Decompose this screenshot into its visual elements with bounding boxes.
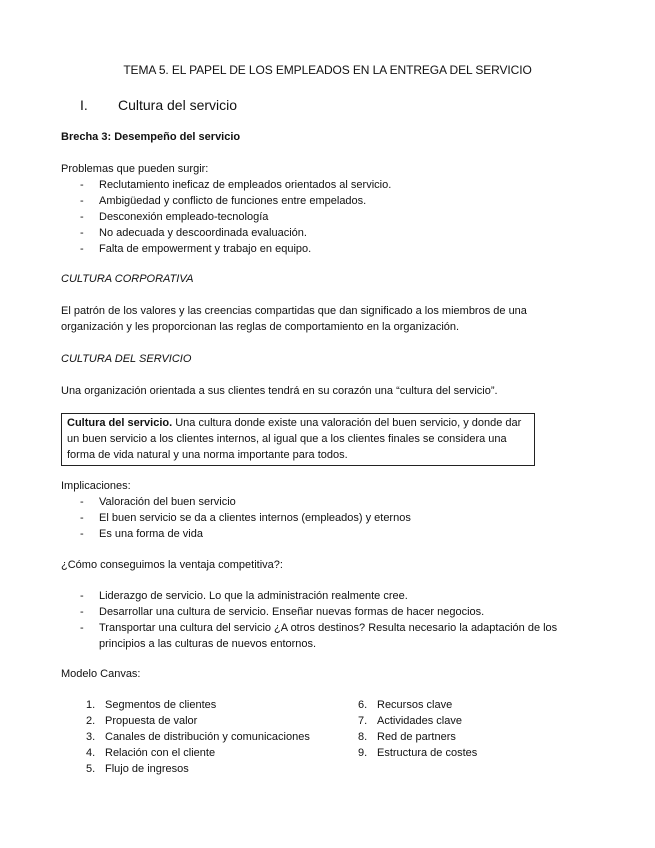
canvas-list-left	[86, 697, 356, 777]
list-item: - El buen servicio se da a clientes internos (empleados) y eternos	[80, 512, 411, 524]
definition-box	[61, 413, 535, 466]
problems-list	[80, 177, 600, 257]
section-number: I.	[80, 97, 88, 113]
definition-term: Cultura del servicio.	[67, 417, 173, 429]
list-item: - Ambigüedad y conflicto de funciones entre empelados.	[80, 195, 367, 207]
list-item: 5. Flujo de ingresos	[86, 763, 189, 775]
list-item: 6. Recursos clave	[358, 699, 453, 711]
list-item: - Desarrollar una cultura de servicio. Enseñar nuevas formas de hacer negocios.	[80, 606, 485, 618]
list-item: 7. Actividades clave	[358, 715, 462, 727]
brecha-heading: Brecha 3: Desempeño del servicio	[61, 131, 241, 143]
list-item: - Transportar una cultura del servicio ¿A otros destinos? Resulta necesario la adaptación de los principios a las culturas de nuevos entornos.	[80, 622, 558, 650]
list-item: 3. Canales de distribución y comunicaciones	[86, 731, 310, 743]
list-item: - No adecuada y descoordinada evaluación.	[80, 227, 307, 239]
section-heading	[80, 96, 237, 114]
implicaciones-intro: Implicaciones:	[61, 480, 131, 492]
servicio-text: Una organización orientada a sus clientes tendrá en su corazón una “cultura del servicio”.	[61, 385, 498, 397]
list-item: - Liderazgo de servicio. Lo que la administración realmente cree.	[80, 590, 408, 602]
ventaja-list	[80, 588, 595, 652]
list-item: - Falta de empowerment y trabajo en equipo.	[80, 243, 312, 255]
list-item: - Reclutamiento ineficaz de empleados orientados al servicio.	[80, 179, 392, 191]
canvas-intro: Modelo Canvas:	[61, 668, 141, 680]
list-item: - Valoración del buen servicio	[80, 496, 236, 508]
implicaciones-list	[80, 494, 600, 542]
corporativa-heading: CULTURA CORPORATIVA	[61, 273, 194, 285]
corporativa-text: El patrón de los valores y las creencias compartidas que dan significado a los miembros de una organización y les proporcionan las reglas de comportamiento en la organización.	[61, 305, 527, 333]
document-title: TEMA 5. EL PAPEL DE LOS EMPLEADOS EN LA ENTREGA DEL SERVICIO	[123, 63, 532, 77]
list-item: - Desconexión empleado-tecnología	[80, 211, 269, 223]
list-item: 8. Red de partners	[358, 731, 456, 743]
definition-text: Una cultura donde existe una valoración del buen servicio, y donde dar un buen servicio a los clientes internos, al igual que a los clientes finales se considera una forma de vida natural y una norma importante para todos.	[67, 417, 522, 461]
servicio-heading: CULTURA DEL SERVICIO	[61, 353, 192, 365]
canvas-list-right	[358, 697, 598, 761]
list-item: - Es una forma de vida	[80, 528, 203, 540]
list-item: 1. Segmentos de clientes	[86, 699, 217, 711]
list-item: 9. Estructura de costes	[358, 747, 478, 759]
list-item: 4. Relación con el cliente	[86, 747, 216, 759]
section-label: Cultura del servicio	[118, 97, 238, 113]
list-item: 2. Propuesta de valor	[86, 715, 198, 727]
ventaja-question: ¿Cómo conseguimos la ventaja competitiva?:	[61, 559, 283, 571]
problems-intro: Problemas que pueden surgir:	[61, 163, 209, 175]
